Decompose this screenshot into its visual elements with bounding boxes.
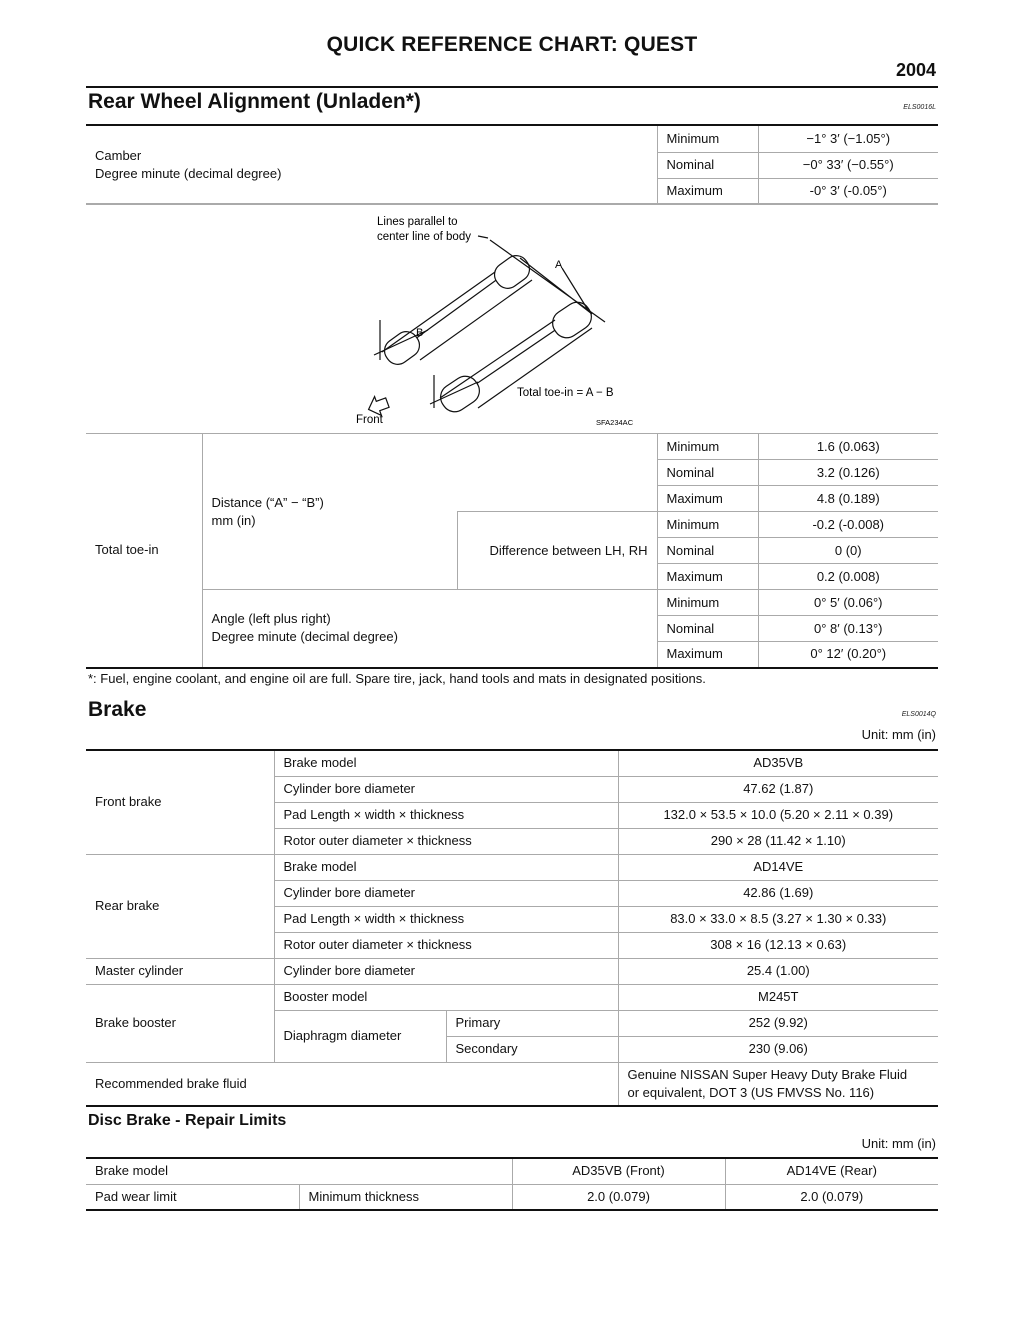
diagram-leader	[478, 236, 488, 238]
diagram-code: SFA234AC	[596, 418, 634, 427]
toe-angle-min-value: 0° 5′ (0.06°)	[758, 590, 938, 616]
brake-table	[86, 749, 938, 1107]
camber-label-line2: Degree minute (decimal degree)	[95, 165, 282, 181]
rear-brake-label: Rear brake	[86, 854, 274, 958]
master-bore-key: Cylinder bore diameter	[274, 958, 618, 984]
toe-diff-min-value: -0.2 (-0.008)	[758, 512, 938, 538]
alignment-footnote: *: Fuel, engine coolant, and engine oil are full. Spare tire, jack, hand tools and mats in designated positions.	[88, 671, 706, 686]
minimum-thickness-label: Minimum thickness	[299, 1184, 512, 1210]
disc-header-rear: AD14VE (Rear)	[725, 1158, 938, 1184]
camber-min-value: −1° 3′ (−1.05°)	[758, 126, 938, 152]
diaphragm-primary-value: 252 (9.92)	[618, 1010, 938, 1036]
toe-angle-max-value: 0° 12′ (0.20°)	[758, 642, 938, 668]
diagram-lines-label-1: Lines parallel to	[377, 216, 458, 228]
diagram-toe-label: Total toe-in = A − B	[517, 387, 614, 399]
front-bore-key: Cylinder bore diameter	[274, 776, 618, 802]
brake-booster-label: Brake booster	[86, 984, 274, 1062]
brake-fluid-line1: Genuine NISSAN Super Heavy Duty Brake Fluid	[627, 1066, 908, 1082]
diagram-lines-label-2: center line of body	[377, 231, 471, 243]
camber-max-value: -0° 3′ (-0.05°)	[758, 178, 938, 204]
front-min-thickness-value: 2.0 (0.079)	[512, 1184, 725, 1210]
pad-wear-limit-label: Pad wear limit	[86, 1184, 299, 1210]
front-pad-value: 132.0 × 53.5 × 10.0 (5.20 × 2.11 × 0.39)	[618, 802, 938, 828]
disc-header-model: Brake model	[86, 1158, 512, 1184]
diagram-front-label: Front	[356, 414, 383, 426]
front-pad-key: Pad Length × width × thickness	[274, 802, 618, 828]
camber-nom-value: −0° 33′ (−0.55°)	[758, 152, 938, 178]
rear-pad-value: 83.0 × 33.0 × 8.5 (3.27 × 1.30 × 0.33)	[618, 906, 938, 932]
diagram-tire-upper-right	[490, 251, 534, 293]
toe-angle-line1: Angle (left plus right)	[211, 611, 331, 627]
toe-in-diagram	[356, 210, 660, 430]
toe-distance-label	[202, 434, 457, 590]
rear-rotor-value: 308 × 16 (12.13 × 0.63)	[618, 932, 938, 958]
rear-model-key: Brake model	[274, 854, 618, 880]
rear-rotor-key: Rotor outer diameter × thickness	[274, 932, 618, 958]
rear-min-thickness-value: 2.0 (0.079)	[725, 1184, 938, 1210]
rear-model-value: AD14VE	[618, 854, 938, 880]
page-title: QUICK REFERENCE CHART: QUEST	[326, 33, 698, 56]
booster-model-key: Booster model	[274, 984, 618, 1010]
toe-diff-min-key: Minimum	[657, 512, 758, 538]
toe-angle-max-key: Maximum	[657, 642, 758, 668]
toe-dist-max-key: Maximum	[657, 486, 758, 512]
rear-bore-value: 42.86 (1.69)	[618, 880, 938, 906]
diagram-label-a: A	[555, 259, 563, 271]
brake-fluid-label: Recommended brake fluid	[86, 1062, 618, 1106]
toe-angle-nom-value: 0° 8′ (0.13°)	[758, 616, 938, 642]
brake-section-title: Brake	[88, 698, 147, 721]
alignment-section-code: ELS0016L	[903, 104, 936, 111]
toe-distance-line1: Distance (“A” − “B”)	[211, 494, 324, 510]
master-cylinder-label: Master cylinder	[86, 958, 274, 984]
toe-angle-nom-key: Nominal	[657, 616, 758, 642]
disc-unit: Unit: mm (in)	[861, 1136, 936, 1151]
toe-distance-spacer	[457, 434, 657, 512]
rear-pad-key: Pad Length × width × thickness	[274, 906, 618, 932]
disc-table	[86, 1157, 938, 1211]
disc-header-front: AD35VB (Front)	[512, 1158, 725, 1184]
front-rotor-value: 290 × 28 (11.42 × 1.10)	[618, 828, 938, 854]
toe-diff-nom-value: 0 (0)	[758, 538, 938, 564]
brake-fluid-line2: or equivalent, DOT 3 (US FMVSS No. 116)	[627, 1084, 875, 1100]
brake-fluid-value	[618, 1062, 938, 1106]
camber-label-line1: Camber	[95, 147, 142, 163]
toe-diff-max-key: Maximum	[657, 564, 758, 590]
toe-diff-nom-key: Nominal	[657, 538, 758, 564]
alignment-section-title: Rear Wheel Alignment (Unladen*)	[88, 90, 421, 113]
toe-distance-line2: mm (in)	[211, 512, 256, 528]
front-brake-label: Front brake	[86, 750, 274, 854]
camber-min-key: Minimum	[657, 126, 758, 152]
front-bore-value: 47.62 (1.87)	[618, 776, 938, 802]
camber-table	[86, 126, 938, 205]
brake-section-code: ELS0014Q	[901, 711, 936, 718]
booster-model-value: M245T	[618, 984, 938, 1010]
diagram-label-b: B	[416, 327, 424, 339]
toe-in-table	[86, 433, 938, 669]
figure-top-divider	[86, 203, 938, 204]
diagram-tire-lower-left	[436, 371, 485, 417]
camber-max-key: Maximum	[657, 178, 758, 204]
toe-angle-label	[202, 590, 657, 668]
toe-angle-line2: Degree minute (decimal degree)	[211, 629, 398, 645]
toe-dist-min-key: Minimum	[657, 434, 758, 460]
toe-diff-max-value: 0.2 (0.008)	[758, 564, 938, 590]
toe-dist-nom-key: Nominal	[657, 460, 758, 486]
master-bore-value: 25.4 (1.00)	[618, 958, 938, 984]
diaphragm-secondary-key: Secondary	[446, 1036, 618, 1062]
camber-nom-key: Nominal	[657, 152, 758, 178]
front-model-key: Brake model	[274, 750, 618, 776]
toe-angle-min-key: Minimum	[657, 590, 758, 616]
toe-difference-label: Difference between LH, RH	[457, 512, 657, 590]
diaphragm-secondary-value: 230 (9.06)	[618, 1036, 938, 1062]
camber-label	[86, 126, 657, 204]
front-rotor-key: Rotor outer diameter × thickness	[274, 828, 618, 854]
toe-dist-min-value: 1.6 (0.063)	[758, 434, 938, 460]
model-year: 2004	[895, 60, 936, 80]
rear-bore-key: Cylinder bore diameter	[274, 880, 618, 906]
toe-dist-nom-value: 3.2 (0.126)	[758, 460, 938, 486]
disc-section-title: Disc Brake - Repair Limits	[88, 1112, 287, 1129]
header-rule	[86, 86, 938, 88]
toe-dist-max-value: 4.8 (0.189)	[758, 486, 938, 512]
diaphragm-primary-key: Primary	[446, 1010, 618, 1036]
brake-unit: Unit: mm (in)	[861, 727, 936, 742]
toe-in-label: Total toe-in	[86, 434, 202, 668]
diaphragm-label: Diaphragm diameter	[274, 1010, 446, 1062]
front-model-value: AD35VB	[618, 750, 938, 776]
